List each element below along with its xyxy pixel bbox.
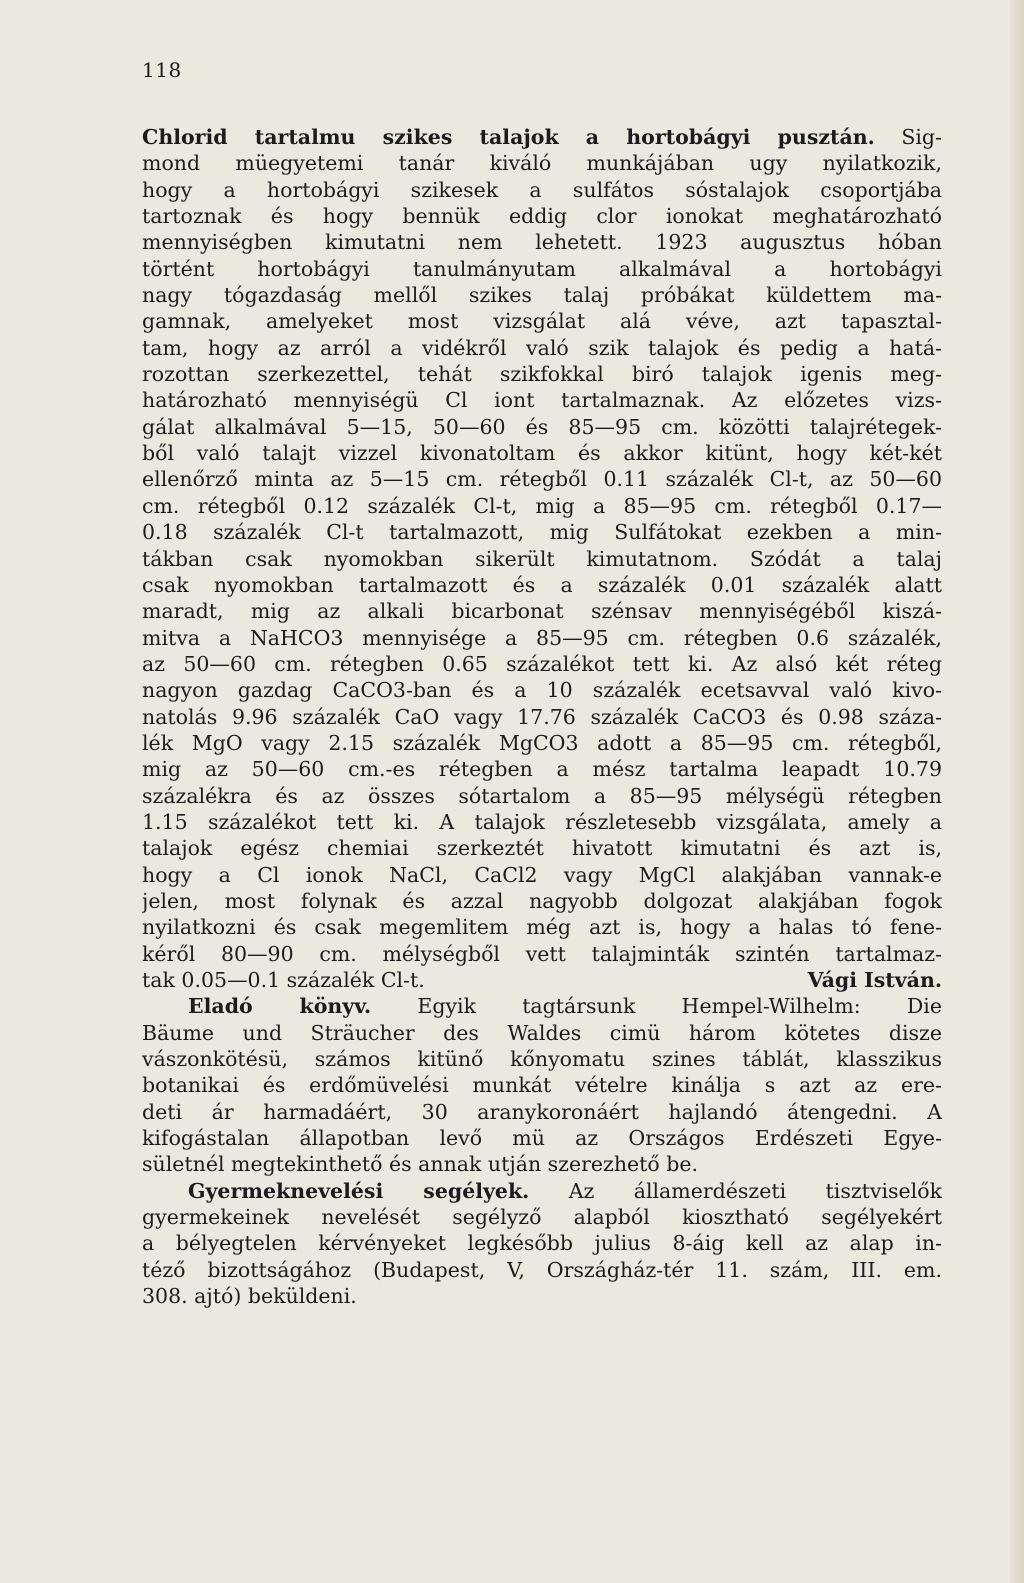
text-line: [142, 282, 942, 308]
line-text: hogy a Cl ionok NaCl, CaCl2 vagy MgCl alakjában vannak-e: [142, 862, 942, 887]
line-text: mitva a NaHCO3 mennyisége a 85—95 cm. rétegben 0.6 százalék,: [142, 625, 942, 650]
line-text: vászonkötésü, számos kitünő kőnyomatu szines táblát, klasszikus: [142, 1047, 942, 1072]
text-line: [142, 177, 942, 203]
text-line: [142, 256, 942, 282]
text-line: [142, 546, 942, 572]
line-text: tartoznak és hogy bennük eddig clor ionokat meghatározható: [142, 204, 942, 229]
text-line: [142, 440, 942, 466]
line-text: gálat alkalmával 5—15, 50—60 és 85—95 cm. közötti talajrétegek-: [142, 414, 942, 439]
line-text: százalékra és az összes sótartalom a 85—95 mélységü rétegben: [142, 783, 942, 808]
section-heading: Eladó könyv.: [188, 994, 372, 1019]
text-line: [142, 967, 942, 993]
text-line: [142, 150, 942, 176]
text-line: [142, 1178, 942, 1204]
line-text: 308. ajtó) beküldeni.: [142, 1284, 357, 1309]
page-edge: [1010, 0, 1024, 1583]
text-line: [142, 519, 942, 545]
text-line: [142, 203, 942, 229]
line-text: jelen, most folynak és azzal nagyobb dolgozat alakjában fogok: [142, 888, 942, 913]
text-line: [142, 124, 942, 150]
text-line: [142, 993, 942, 1019]
line-text: nagy tógazdaság mellől szikes talaj próbákat küldettem ma-: [142, 283, 942, 308]
line-text: csak nyomokban tartalmazott és a százalék 0.01 százalék alatt: [142, 572, 942, 597]
text-line: [142, 1046, 942, 1072]
line-text: lék MgO vagy 2.15 százalék MgCO3 adott a 85—95 cm. rétegből,: [142, 730, 942, 755]
text-line: [142, 1151, 942, 1177]
text-line: [142, 888, 942, 914]
line-text: 1.15 százalékot tett ki. A talajok részletesebb vizsgálata, amely a: [142, 809, 942, 834]
text-line: [142, 335, 942, 361]
text-line: [142, 730, 942, 756]
line-text: ellenőrző minta az 5—15 cm. rétegből 0.11 százalék Cl-t, az 50—60: [142, 467, 942, 492]
line-text: nyilatkozni és csak megemlitem még azt is, hogy a halas tó fene-: [142, 915, 942, 940]
line-text: botanikai és erdőmüvelési munkát vételre kinálja s azt az ere-: [142, 1073, 942, 1098]
line-text: történt hortobágyi tanulmányutam alkalmával a hortobágyi: [142, 256, 942, 281]
line-text: hogy a hortobágyi szikesek a sulfátos sóstalajok csoportjába: [142, 177, 942, 202]
line-text: kifogástalan állapotban levő mü az Országos Erdészeti Egye-: [142, 1126, 942, 1151]
text-line: [142, 835, 942, 861]
line-text: határozható mennyiségü Cl iont tartalmaznak. Az előzetes vizs-: [142, 388, 942, 413]
line-text: ből való talajt vizzel kivonatoltam és akkor kitünt, hogy két-két: [142, 441, 942, 466]
text-line: [142, 361, 942, 387]
line-text: kéről 80—90 cm. mélységből vett talajminták szintén tartalmaz-: [142, 941, 942, 966]
page-number: 118: [142, 58, 182, 82]
line-text: mennyiségben kimutatni nem lehetett. 1923 augusztus hóban: [142, 230, 942, 255]
line-text: tam, hogy az arról a vidékről való szik talajok és pedig a hatá-: [142, 335, 942, 360]
text-line: [142, 598, 942, 624]
text-line: [142, 1072, 942, 1098]
text-line: [142, 704, 942, 730]
text-line: [142, 493, 942, 519]
text-line: [142, 809, 942, 835]
text-line: [142, 1257, 942, 1283]
text-line: [142, 1283, 942, 1309]
line-text: gyermekeinek nevelését segélyző alapból kiosztható segélyekért: [142, 1205, 942, 1230]
text-line: [142, 651, 942, 677]
text-line: [142, 572, 942, 598]
text-line: [142, 941, 942, 967]
line-text: talajok egész chemiai szerkeztét hivatott kimutatni és azt is,: [142, 836, 942, 861]
line-text: maradt, mig az alkali bicarbonat szénsav mennyiségéből kiszá-: [142, 599, 942, 624]
line-text: nagyon gazdag CaCO3-ban és a 10 százalék ecetsavval való kivo-: [142, 678, 942, 703]
text-line: [142, 756, 942, 782]
line-text: sületnél megtekinthető és annak utján szerezhető be.: [142, 1152, 699, 1177]
text-line: [142, 1020, 942, 1046]
line-text: rozottan szerkezettel, tehát szikfokkal biró talajok igenis meg-: [142, 362, 942, 387]
line-text: cm. rétegből 0.12 százalék Cl-t, mig a 85—95 cm. rétegből 0.17—: [142, 493, 942, 518]
text-line: [142, 229, 942, 255]
text-line: [142, 783, 942, 809]
line-text: Sig-: [874, 125, 942, 149]
line-text: Egyik tagtársunk Hempel-Wilhelm: Die: [371, 994, 942, 1019]
section-heading: Chlorid tartalmu szikes talajok a hortobágyi pusztán.: [142, 125, 875, 149]
text-line: [142, 625, 942, 651]
text-line: [142, 414, 942, 440]
author-signature: Vági István.: [807, 968, 942, 992]
line-text: a bélyegtelen kérvényeket legkésőbb julius 8-áig kell az alap in-: [142, 1231, 942, 1256]
text-line: [142, 466, 942, 492]
text-line: [142, 1204, 942, 1230]
text-line: [142, 1099, 942, 1125]
section-heading: Gyermeknevelési segélyek.: [188, 1178, 530, 1203]
text-line: [142, 1230, 942, 1256]
text-line: [142, 1125, 942, 1151]
line-text: tak 0.05—0.1 százalék Cl-t.: [142, 968, 425, 992]
article-text: [142, 124, 942, 1309]
line-text: mig az 50—60 cm.-es rétegben a mész tartalma leapadt 10.79: [142, 757, 942, 782]
text-line: [142, 387, 942, 413]
line-text: natolás 9.96 százalék CaO vagy 17.76 százalék CaCO3 és 0.98 száza-: [142, 704, 942, 729]
text-line: [142, 862, 942, 888]
text-line: [142, 914, 942, 940]
line-text: deti ár harmadáért, 30 aranykoronáért hajlandó átengedni. A: [142, 1099, 942, 1124]
text-line: [142, 677, 942, 703]
line-text: Az államerdészeti tisztviselők: [529, 1178, 942, 1203]
line-text: mond müegyetemi tanár kiváló munkájában ugy nyilatkozik,: [142, 151, 942, 176]
line-text: gamnak, amelyeket most vizsgálat alá véve, azt tapasztal-: [142, 309, 942, 334]
line-text: 0.18 százalék Cl-t tartalmazott, mig Sulfátokat ezekben a min-: [142, 520, 942, 545]
line-text: az 50—60 cm. rétegben 0.65 százalékot tett ki. Az alsó két réteg: [142, 651, 942, 676]
line-text: Bäume und Sträucher des Waldes cimü három kötetes disze: [142, 1020, 942, 1045]
line-text: téző bizottságához (Budapest, V, Országház-tér 11. szám, III. em.: [142, 1257, 942, 1282]
line-text: tákban csak nyomokban sikerült kimutatnom. Szódát a talaj: [142, 546, 942, 571]
text-line: [142, 308, 942, 334]
